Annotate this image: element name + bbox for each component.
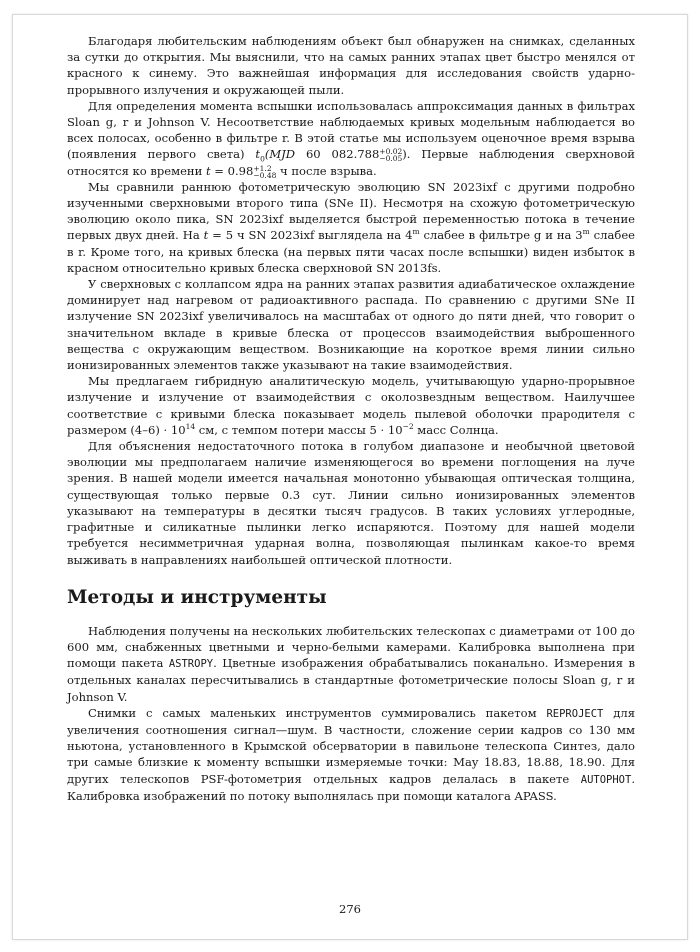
paragraph-hybrid-model: Мы предлагаем гибридную аналитическую модель, учитывающую ударно-прорывное излучение и излучение от взаимодействия с околозвездным веществом. Наилучшее соответствие с кривыми блеска показывает модель пылевой оболочки прародителя с размером $(4-6) \cdot 10^{14}$ см, с темпом потери массы $5 \cdot 10^{-2}$ масс Солнца. xyxy=(67,374,635,437)
paragraph-explosion-time: Для определения момента вспышки использовалась аппроксимация данных в фильтрах Sloan g, r и Johnson V. Несоответствие наблюдаемых кривых модельным наблюдается во всех полосах, особенно в фильтре r. В этой статье мы используем оценочное время взрыва (появления первого света) $t_0(MJD$ 60 082.788 +0.02 −0.05 ). Первые наблюдения сверхновой относятся ко времени t = 0.98 +1.2 −0.48 ч после взрыва. xyxy=(67,98,635,180)
paragraph-discovery: Благодаря любительским наблюдениям объект был обнаружен на снимках, сделанных за сутки до открытия. Мы выяснили, что на самых ранних этапах цвет быстро менялся от красного к синему. Это важнейшая информация для исследования свойств ударно-прорывного излучения и окружающей пыли. xyxy=(67,34,635,97)
section-title: Методы и инструменты xyxy=(67,586,327,608)
page-body xyxy=(67,33,635,804)
paragraph-observations: Наблюдения получены на нескольких любительских телескопах с диаметрами от 100 до 600 мм, снабженных цветными и черно-белыми камерами. Калибровка выполнена при помощи пакета ASTROPY. Цветные изображения обрабатывались поканально. Измерения в отдельных каналах пересчитывались в стандартные фотометрические полосы Sloan g, r и Johnson V. xyxy=(67,623,635,704)
page-number: 276 xyxy=(339,902,361,916)
paragraph-absorption: Для объяснения недостаточного потока в голубом диапазоне и необычной цветовой эволюции мы предполагаем наличие изменяющегося во времени поглощения на луче зрения. В нашей модели имеется начальная монотонно убывающая оптическая толщина, существующая только первые 0.3 сут. Линии сильно ионизированных элементов указывают на температуры в десятки тысяч градусов. В таких условиях углеродные, графитные и силикатные пылинки легко испаряются. Поэтому для нашей модели требуется несимметричная ударная волна, позволяющая пылинкам какое-то время выживать в направлениях наибольшей оптической плотности. xyxy=(67,439,635,567)
paragraph-comparison: Мы сравнили раннюю фотометрическую эволюцию SN 2023ixf с другими подробно изученными сверхновыми второго типа (SNe II). Несмотря на схожую фотометрическую эволюцию около пика, SN 2023ixf выделяется быстрой переменностью потока в течение первых двух дней. На t = 5 ч SN 2023ixf выглядела на 4$^m$ слабее в фильтре g и на 3$^m$ слабее в r. Кроме того, на кривых блеска (на первых пяти часах после вспышки) виден избыток в красном относительно кривых блеска сверхновой SN 2013fs. xyxy=(67,179,635,275)
paragraph-core-collapse: У сверхновых с коллапсом ядра на ранних этапах развития адиабатическое охлаждение доминирует над нагревом от радиоактивного распада. По сравнению с другими SNe II излучение SN 2023ixf увеличивалось на масштабах от одного до пяти дней, что говорит о значительном вкладе в кривые блеска от процессов взаимодействия выброшенного вещества с окружающим веществом. Возникающие на короткое время линии сильно ионизированных элементов также указывают на такие взаимодействия. xyxy=(67,277,635,373)
paragraph-stacking: Снимки с самых маленьких инструментов суммировались пакетом REPROJECT для увеличения соотношения сигнал—шум. В частности, сложение серии кадров со 130 мм ньютона, установленного в Крымской обсерватории в павильоне телескопа Синтез, дало три самые близкие к моменту вспышки измеряемые точки: May 18.83, 18.88, 18.90. Для других телескопов PSF-фотометрия отдельных кадров делалась в пакете AUTOPHOT. Калибровка изображений по потоку выполнялась при помощи каталога APASS. xyxy=(67,705,635,803)
